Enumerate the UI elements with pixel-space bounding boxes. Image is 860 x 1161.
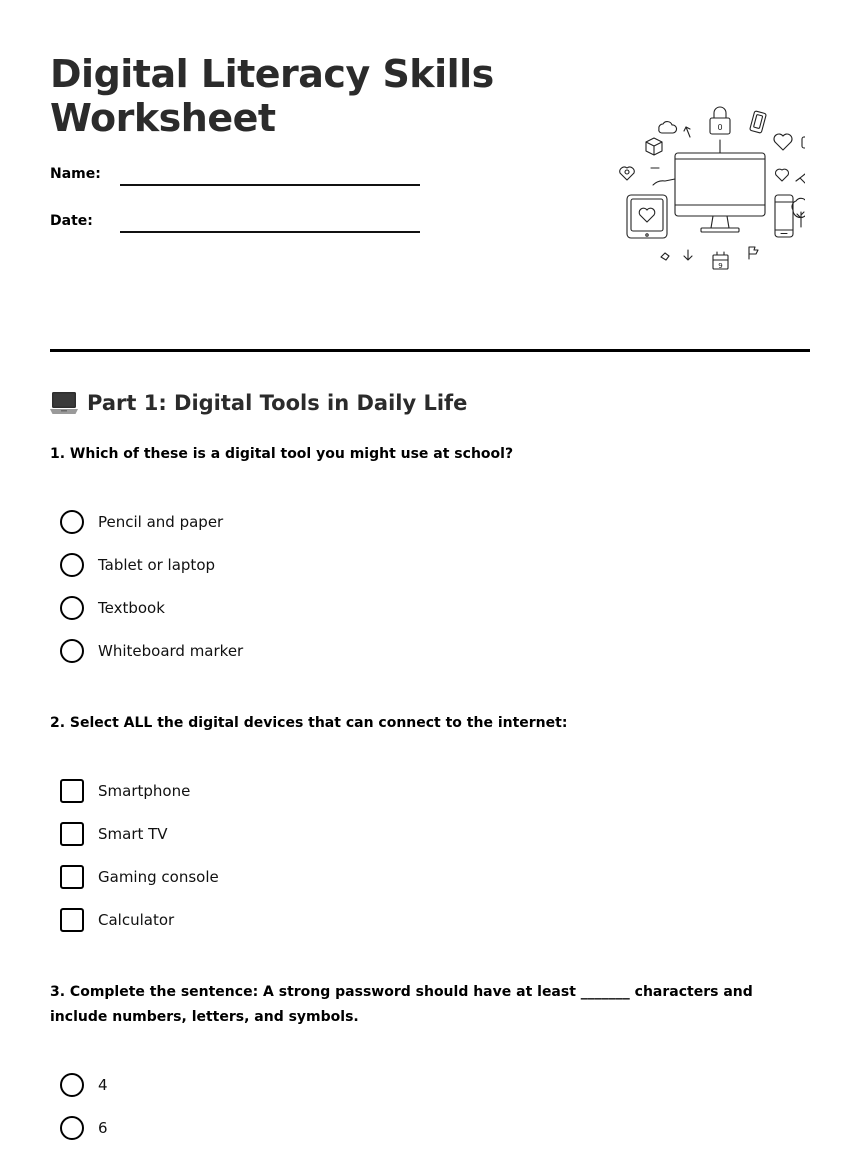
laptop-icon	[50, 389, 78, 417]
cube-icon	[646, 138, 662, 155]
date-field	[50, 213, 420, 237]
option-label: Smart TV	[98, 825, 168, 843]
dash-icon	[651, 168, 675, 185]
name-field	[50, 166, 420, 190]
q3-option-1[interactable]	[60, 1072, 108, 1098]
q2-option-3[interactable]	[60, 864, 219, 890]
phone-icon	[775, 195, 793, 237]
camera-icon	[802, 134, 805, 148]
q1-option-2[interactable]	[60, 552, 215, 578]
radio-button[interactable]	[60, 510, 84, 534]
checkbox[interactable]	[60, 779, 84, 803]
q2-option-4[interactable]	[60, 907, 174, 933]
option-label: 4	[98, 1076, 108, 1094]
phone-small-icon	[750, 111, 767, 133]
option-label: Pencil and paper	[98, 513, 224, 531]
question-3-text: 3. Complete the sentence: A strong password should have at least _______ characters and include numbers, letters, and symbols.	[50, 984, 753, 1025]
cloud-icon	[659, 122, 677, 133]
calendar-icon	[713, 252, 728, 270]
question-1-text: 1. Which of these is a digital tool you might use at school?	[50, 446, 514, 462]
checkbox[interactable]	[60, 822, 84, 846]
lock-icon	[710, 107, 730, 134]
question-2-text: 2. Select ALL the digital devices that can connect to the internet:	[50, 715, 568, 731]
option-label: Whiteboard marker	[98, 642, 244, 660]
heart-small-icon	[776, 169, 789, 181]
q1-option-3[interactable]	[60, 595, 165, 621]
header-divider	[50, 349, 810, 352]
q1-option-4[interactable]	[60, 638, 243, 664]
tree-icon	[792, 198, 805, 227]
heart-icon	[774, 134, 792, 150]
calendar-digit: 9	[718, 262, 723, 270]
heart-outline-icon	[620, 167, 634, 180]
option-label: Tablet or laptop	[98, 556, 216, 574]
q1-option-1[interactable]	[60, 509, 223, 535]
checkbox[interactable]	[60, 908, 84, 932]
date-input-line[interactable]	[120, 231, 420, 233]
lock-digit: 0	[717, 123, 723, 132]
part1-heading	[50, 389, 467, 417]
part1-title: Part 1: Digital Tools in Daily Life	[87, 391, 468, 415]
flag-icon	[749, 247, 758, 259]
tablet-icon	[627, 195, 667, 238]
radio-button[interactable]	[60, 1116, 84, 1140]
worksheet-title: Digital Literacy Skills Worksheet	[50, 52, 494, 140]
option-label: Smartphone	[98, 782, 191, 800]
option-label: 6	[98, 1119, 108, 1137]
q2-option-1[interactable]	[60, 778, 190, 804]
date-label: Date:	[50, 213, 93, 229]
pen-icon	[796, 170, 805, 184]
digital-devices-illustration	[565, 102, 805, 277]
arrow-up-icon	[684, 127, 690, 137]
name-label: Name:	[50, 166, 101, 182]
name-input-line[interactable]	[120, 184, 420, 186]
monitor-icon	[675, 140, 765, 232]
thumbs-icon	[661, 253, 669, 260]
q3-option-2[interactable]	[60, 1115, 108, 1141]
arrow-down-icon	[684, 250, 692, 260]
radio-button[interactable]	[60, 639, 84, 663]
q2-option-2[interactable]	[60, 821, 168, 847]
radio-button[interactable]	[60, 596, 84, 620]
radio-button[interactable]	[60, 1073, 84, 1097]
checkbox[interactable]	[60, 865, 84, 889]
option-label: Textbook	[98, 599, 165, 617]
radio-button[interactable]	[60, 553, 84, 577]
option-label: Calculator	[98, 911, 175, 929]
option-label: Gaming console	[98, 868, 219, 886]
